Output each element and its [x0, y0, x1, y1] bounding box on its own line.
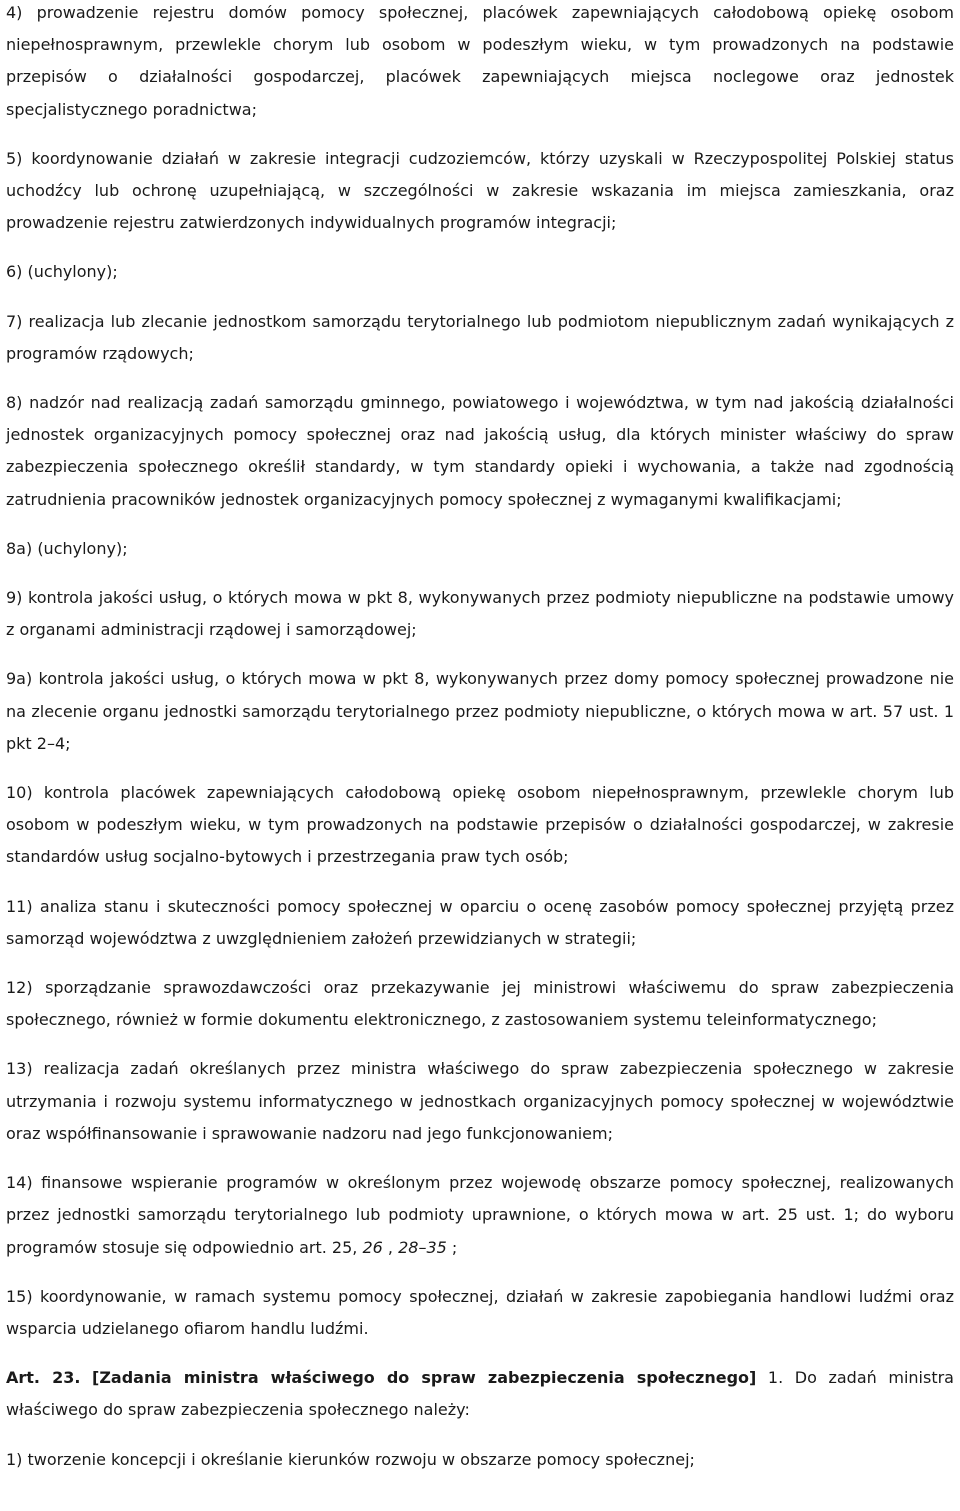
- paragraph-item-13: 13) realizacja zadań określanych przez ministra właściwego do spraw zabezpieczenia społecznego w zakresie utrzymania i rozwoju systemu informatycznego w jednostkach organizacyjnych pomocy społecznej w województwie oraz współfinansowanie i sprawowanie nadzoru nad jego funkcjonowaniem;: [6, 1059, 954, 1143]
- paragraph-spacer: [6, 1264, 954, 1281]
- article-heading: [Zadania ministra właściwego do spraw zabezpieczenia społecznego]: [92, 1368, 757, 1388]
- reference-separator: ,: [382, 1237, 399, 1257]
- paragraph-item-4: 4) prowadzenie rejestru domów pomocy społecznej, placówek zapewniających całodobową opiekę osobom niepełnosprawnym, przewlekle chorym lub osobom w podeszłym wieku, w tym prowadzonych na podstawie przepisów o działalności gospodarczej, placówek zapewniających miejsca noclegowe oraz jednostek specjalistycznego poradnictwa;: [6, 3, 954, 119]
- paragraph-item-6: 6) (uchylony);: [6, 262, 118, 282]
- article-intro: 1. Do zadań ministra właściwego do spraw zabezpieczenia społecznego należy:: [6, 1368, 954, 1420]
- article-reference-link[interactable]: 26: [362, 1237, 383, 1257]
- article-reference-link[interactable]: 28–35: [398, 1237, 447, 1257]
- paragraph-spacer: [6, 646, 954, 663]
- paragraph-item-7: 7) realizacja lub zlecanie jednostkom samorządu terytorialnego lub podmiotom niepublicznym zadań wynikających z programów rządowych;: [6, 311, 954, 363]
- document-page: [6, 0, 954, 1476]
- paragraph-spacer: [6, 955, 954, 972]
- paragraph-spacer: [6, 1427, 954, 1444]
- paragraph-item-14-text: 14) finansowe wspieranie programów w określonym przez wojewodę obszarze pomocy społecznej, realizowanych przez jednostki samorządu terytorialnego lub podmioty uprawnione, o których mowa w art. 25 ust. 1; do wyboru programów stosuje się odpowiednio art. 25,: [6, 1173, 954, 1257]
- paragraph-spacer: [6, 1150, 954, 1167]
- paragraph-end: ;: [446, 1237, 458, 1257]
- paragraph-item-12: 12) sporządzanie sprawozdawczości oraz przekazywanie jej ministrowi właściwemu do spraw zabezpieczenia społecznego, również w formie dokumentu elektronicznego, z zastosowaniem systemu teleinformatycznego;: [6, 978, 954, 1030]
- paragraph-item-15: 15) koordynowanie, w ramach systemu pomocy społecznej, działań w zakresie zapobiegania handlowi ludźmi oraz wsparcia udzielanego ofiarom handlu ludźmi.: [6, 1286, 954, 1338]
- paragraph-spacer: [6, 565, 954, 582]
- paragraph-item-9: 9) kontrola jakości usług, o których mowa w pkt 8, wykonywanych przez podmioty niepubliczne na podstawie umowy z organami administracji rządowej i samorządowej;: [6, 588, 954, 640]
- paragraph-spacer: [6, 874, 954, 891]
- paragraph-item-8a: 8a) (uchylony);: [6, 538, 128, 558]
- article-23: [6, 1362, 954, 1426]
- article-number: Art. 23.: [6, 1368, 81, 1388]
- paragraph-spacer: [6, 760, 954, 777]
- article-23-item-1: 1) tworzenie koncepcji i określanie kierunków rozwoju w obszarze pomocy społecznej;: [6, 1449, 695, 1469]
- paragraph-spacer: [6, 239, 954, 256]
- paragraph-item-10: 10) kontrola placówek zapewniających całodobową opiekę osobom niepełnosprawnym, przewlekle chorym lub osobom w podeszłym wieku, w tym prowadzonych na podstawie przepisów o działalności gospodarczej, w zakresie standardów usług socjalno-bytowych i przestrzegania praw tych osób;: [6, 783, 954, 867]
- paragraph-spacer: [6, 516, 954, 533]
- paragraph-spacer: [6, 1345, 954, 1362]
- paragraph-item-14: [6, 1167, 954, 1264]
- paragraph-spacer: [6, 126, 954, 143]
- paragraph-item-11: 11) analiza stanu i skuteczności pomocy społecznej w oparciu o ocenę zasobów pomocy społecznej przyjętą przez samorząd województwa z uwzględnieniem założeń przewidzianych w strategii;: [6, 896, 954, 948]
- paragraph-spacer: [6, 370, 954, 387]
- paragraph-item-9a: 9a) kontrola jakości usług, o których mowa w pkt 8, wykonywanych przez domy pomocy społecznej prowadzone nie na zlecenie organu jednostki samorządu terytorialnego przez podmioty niepubliczne, o których mowa w art. 57 ust. 1 pkt 2–4;: [6, 669, 954, 753]
- paragraph-spacer: [6, 289, 954, 306]
- paragraph-item-8: 8) nadzór nad realizacją zadań samorządu gminnego, powiatowego i województwa, w tym nad jakością działalności jednostek organizacyjnych pomocy społecznej oraz nad jakością usług, dla których minister właściwy do spraw zabezpieczenia społecznego określił standardy, w tym standardy opieki i wychowania, a także nad zgodnością zatrudnienia pracowników jednostek organizacyjnych pomocy społecznej z wymaganymi kwalifikacjami;: [6, 393, 954, 509]
- paragraph-spacer: [6, 1036, 954, 1053]
- paragraph-item-5: 5) koordynowanie działań w zakresie integracji cudzoziemców, którzy uzyskali w Rzeczypospolitej Polskiej status uchodźcy lub ochronę uzupełniającą, w szczególności w zakresie wskazania im miejsca zamieszkania, oraz prowadzenie rejestru zatwierdzonych indywidualnych programów integracji;: [6, 148, 954, 233]
